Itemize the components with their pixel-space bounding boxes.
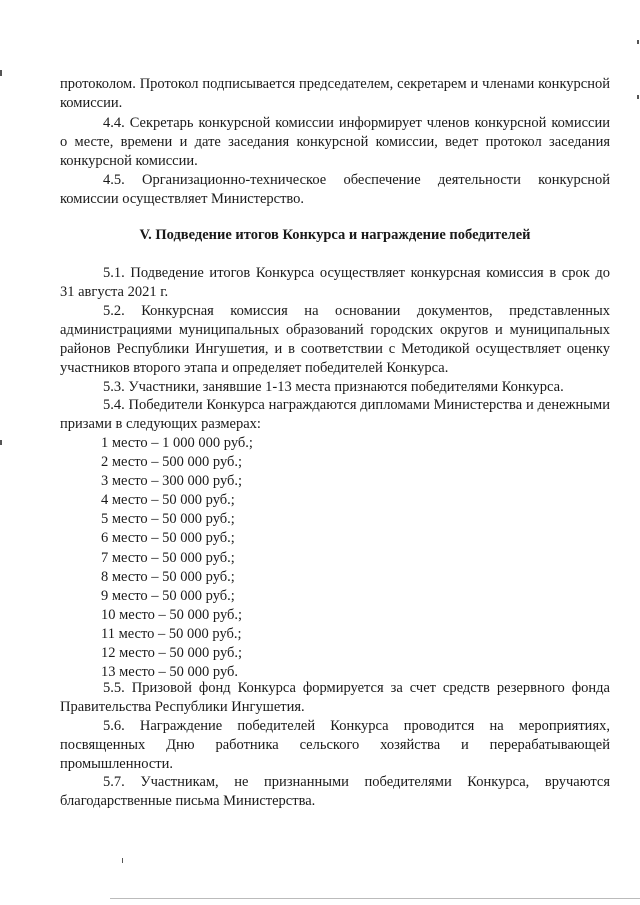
scan-mark: [0, 70, 2, 76]
prize-list: [101, 434, 253, 682]
paragraph-4-5: 4.5. Организационно-техническое обеспечение деятельности конкурсной комиссии осуществляет Министерство.: [60, 172, 610, 207]
prize-item: 11 место – 50 000 руб.;: [101, 625, 242, 642]
scan-mark: [637, 40, 639, 44]
prize-item: 10 место – 50 000 руб.;: [101, 606, 243, 623]
prize-item: 4 место – 50 000 руб.;: [101, 492, 235, 509]
section-v-heading: V. Подведение итогов Конкурса и награждение победителей: [139, 227, 531, 243]
prize-item: 7 место – 50 000 руб.;: [101, 549, 235, 566]
prize-item: 12 место – 50 000 руб.;: [101, 645, 243, 662]
scan-mark: [122, 858, 123, 863]
prize-item: 9 место – 50 000 руб.;: [101, 587, 235, 604]
paragraph-continuation: протоколом. Протокол подписывается председателем, секретарем и членами конкурсной комиссии.: [60, 76, 610, 111]
prize-item: 8 место – 50 000 руб.;: [101, 568, 235, 585]
prize-item: 6 место – 50 000 руб.;: [101, 530, 235, 547]
prize-item: 3 место – 300 000 руб.;: [101, 473, 243, 490]
paragraph-5-7: 5.7. Участникам, не признанными победителями Конкурса, вручаются благодарственные письма Министерства.: [60, 774, 610, 809]
scan-edge-line: [110, 898, 640, 899]
paragraph-5-2: 5.2. Конкурсная комиссия на основании документов, представленных администрациями муниципальных образований городских округов и муниципальных районов Республики Ингушетия, и в соответствии с Методикой осуществляет оценку участников второго этапа и определяет победителей Конкурса.: [60, 303, 610, 376]
paragraph-5-5: 5.5. Призовой фонд Конкурса формируется за счет средств резервного фонда Правительства Республики Ингушетия.: [60, 680, 610, 715]
paragraph-5-4: 5.4. Победители Конкурса награждаются дипломами Министерства и денежными призами в следующих размерах:: [60, 397, 610, 432]
prize-item: 1 место – 1 000 000 руб.;: [101, 435, 253, 451]
prize-item: 2 место – 500 000 руб.;: [101, 454, 243, 471]
prize-item: 5 место – 50 000 руб.;: [101, 511, 235, 528]
scan-mark: [637, 95, 639, 99]
prize-item: 13 место – 50 000 руб.: [101, 664, 239, 681]
paragraph-5-6: 5.6. Награждение победителей Конкурса проводится на мероприятиях, посвященных Дню работника сельского хозяйства и перерабатывающей промышленности.: [60, 718, 610, 772]
paragraph-5-3: 5.3. Участники, занявшие 1-13 места признаются победителями Конкурса.: [103, 379, 564, 395]
paragraph-5-1: 5.1. Подведение итогов Конкурса осуществляет конкурсная комиссия в срок до 31 августа 2021 г.: [60, 265, 610, 300]
paragraph-4-4: 4.4. Секретарь конкурсной комиссии информирует членов конкурсной комиссии о месте, времени и дате заседания конкурсной комиссии, ведет протокол заседания конкурсной комиссии.: [60, 115, 610, 169]
scan-mark: [0, 440, 2, 445]
